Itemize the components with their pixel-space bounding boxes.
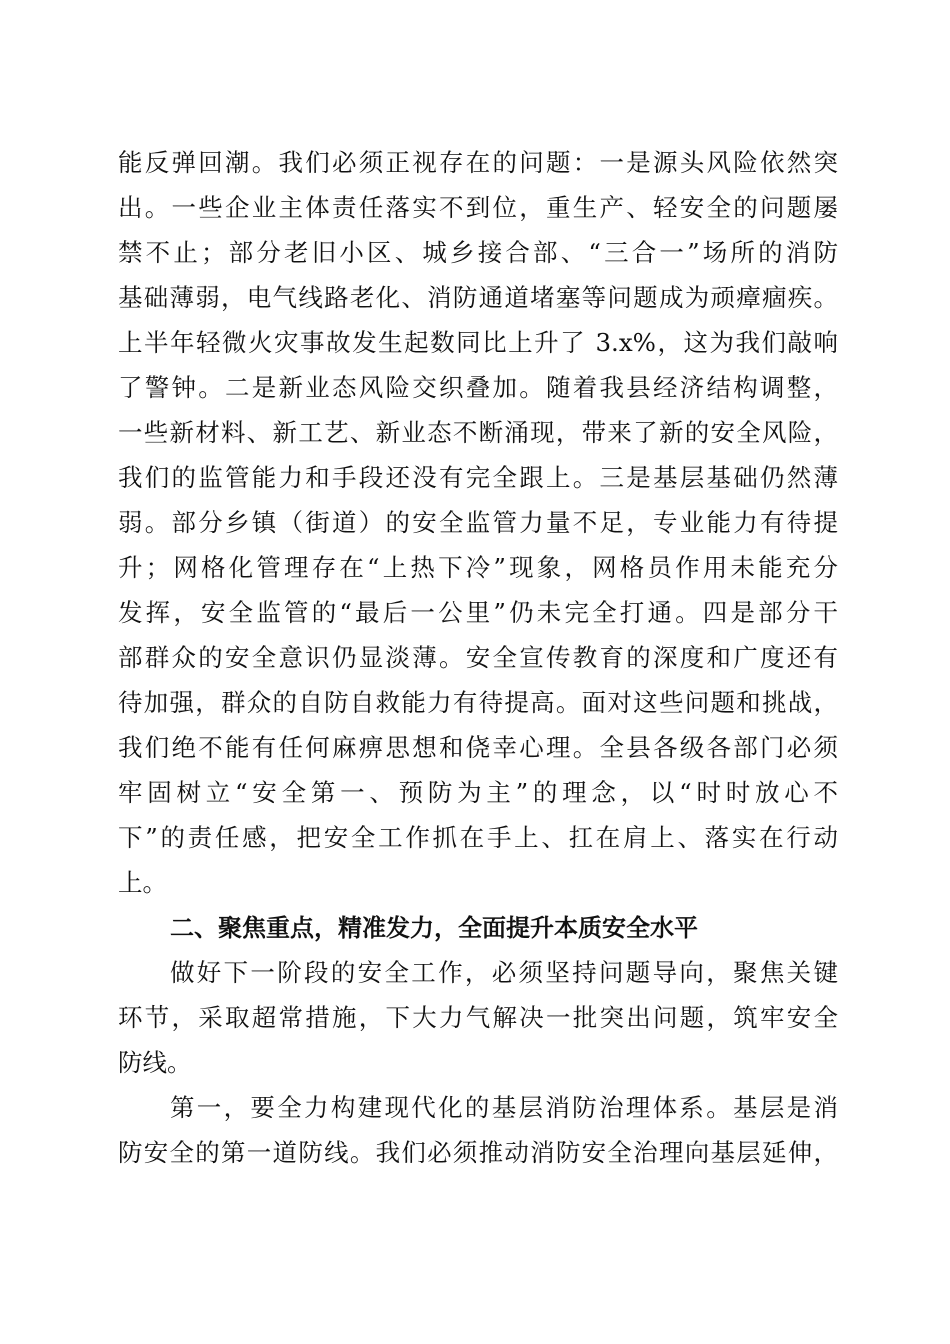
text-line: 升；网格化管理存在“上热下冷”现象，网格员作用未能充分 [118,553,838,582]
text-line: 防线。 [118,1048,192,1077]
text-line: 第一，要全力构建现代化的基层消防治理体系。基层是消 [170,1093,838,1122]
text-line: 上。 [118,868,167,897]
text-line: 出。一些企业主体责任落实不到位，重生产、轻安全的问题屡 [118,193,838,222]
text-line: 防安全的第一道防线。我们必须推动消防安全治理向基层延伸， [118,1138,838,1167]
text-line: 环节，采取超常措施，下大力气解决一批突出问题，筑牢安全 [118,1003,838,1032]
text-line: 待加强，群众的自防自救能力有待提高。面对这些问题和挑战， [118,688,838,717]
text-line: 能反弹回潮。我们必须正视存在的问题：一是源头风险依然突 [118,148,838,177]
text-line: 禁不止；部分老旧小区、城乡接合部、“三合一”场所的消防 [118,238,838,267]
text-line: 下”的责任感，把安全工作抓在手上、扛在肩上、落实在行动 [118,823,838,852]
text-line: 发挥，安全监管的“最后一公里”仍未完全打通。四是部分干 [118,598,838,627]
text-line: 一些新材料、新工艺、新业态不断涌现，带来了新的安全风险， [118,418,838,447]
text-line: 上半年轻微火灾事故发生起数同比上升了 3.x%，这为我们敲响 [118,328,838,357]
text-line: 我们绝不能有任何麻痹思想和侥幸心理。全县各级各部门必须 [118,733,838,762]
text-line: 我们的监管能力和手段还没有完全跟上。三是基层基础仍然薄 [118,463,838,492]
text-line: 牢固树立“安全第一、预防为主”的理念，以“时时放心不 [118,778,838,807]
text-line: 了警钟。二是新业态风险交织叠加。随着我县经济结构调整， [118,373,838,402]
text-line: 部群众的安全意识仍显淡薄。安全宣传教育的深度和广度还有 [118,643,838,672]
text-line: 基础薄弱，电气线路老化、消防通道堵塞等问题成为顽瘴痼疾。 [118,283,838,312]
section-heading: 二、聚焦重点，精准发力，全面提升本质安全水平 [170,914,698,942]
text-line: 弱。部分乡镇（街道）的安全监管力量不足，专业能力有待提 [118,508,838,537]
text-line: 做好下一阶段的安全工作，必须坚持问题导向，聚焦关键 [170,958,838,987]
